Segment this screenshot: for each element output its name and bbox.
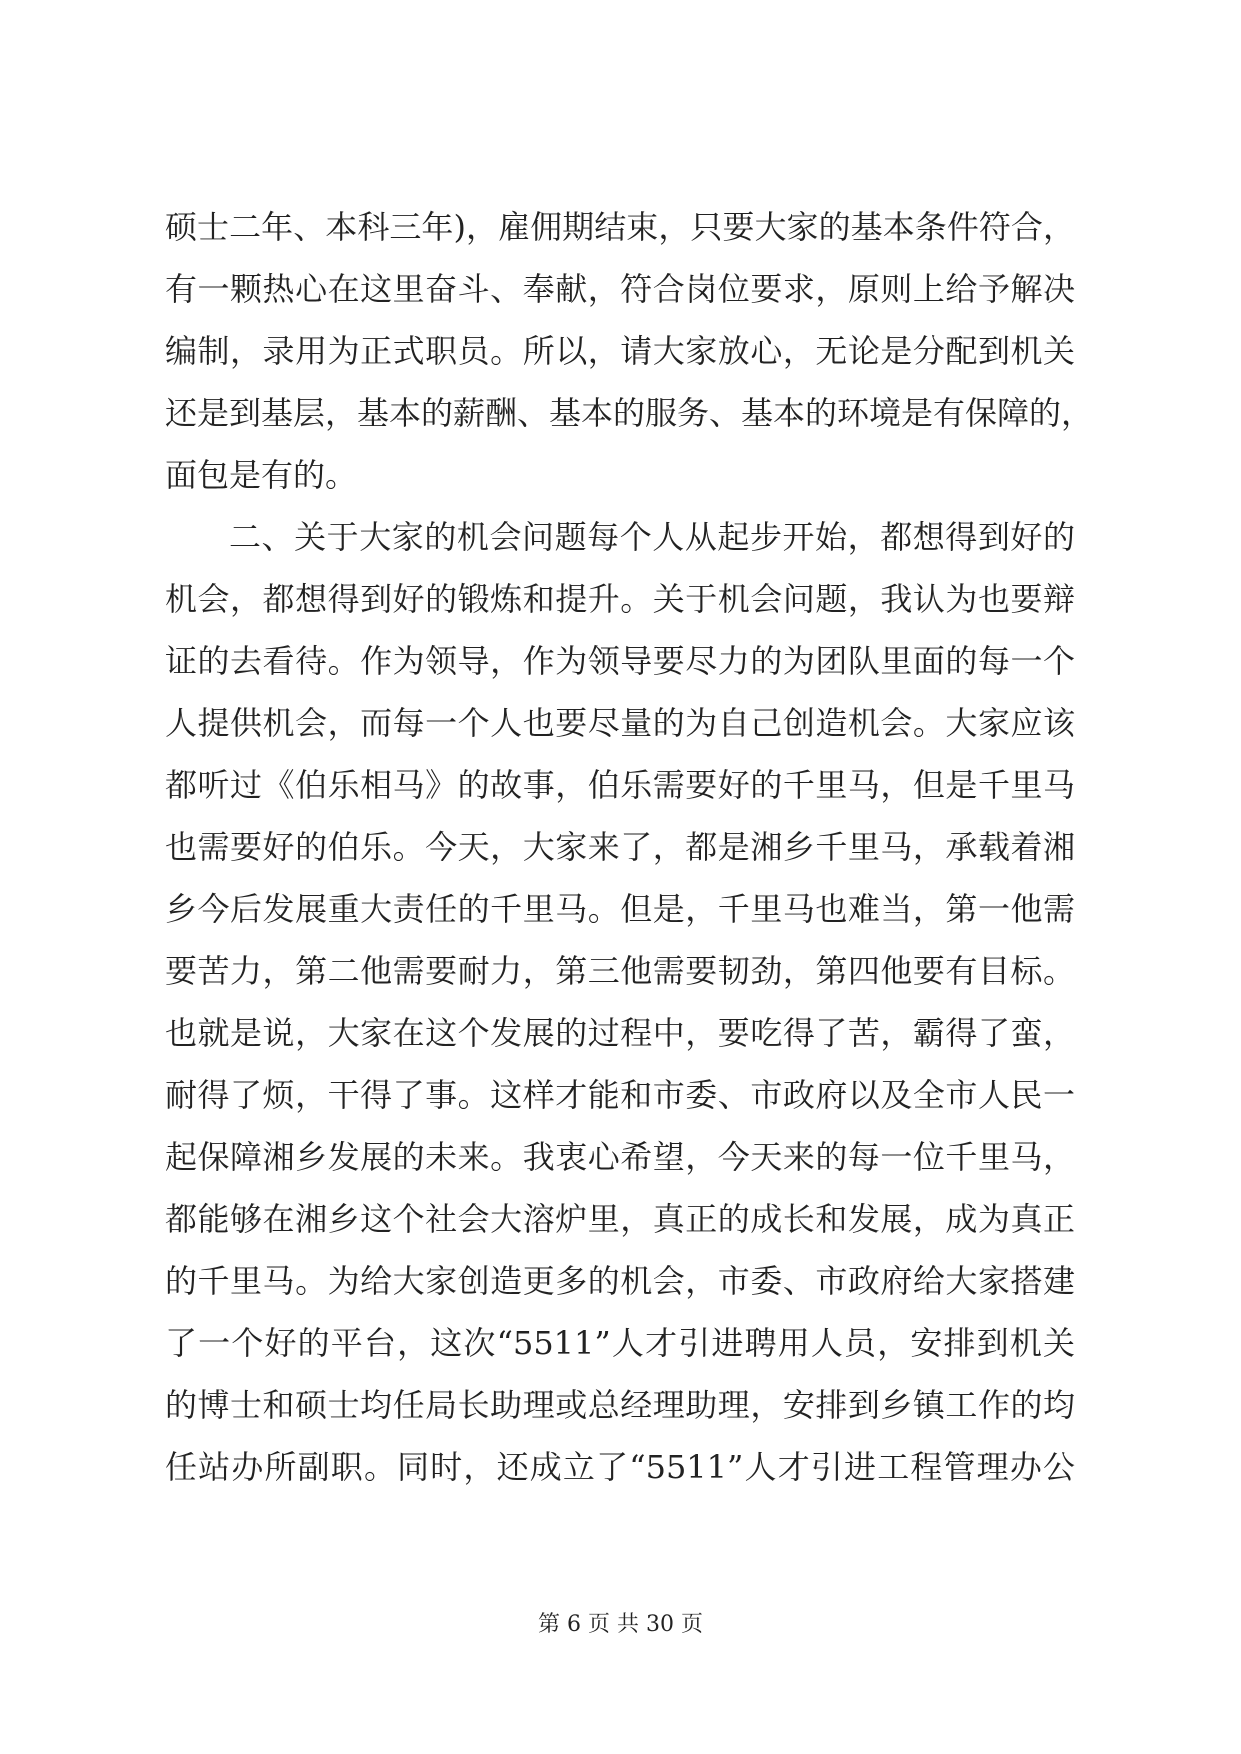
text-line: 任站办所副职。同时，还成立了“5511”人才引进工程管理办公 [165, 1448, 1075, 1486]
body-text [165, 196, 1094, 1498]
text-line: 编制，录用为正式职员。所以，请大家放心，无论是分配到机关 [165, 332, 1075, 370]
text-line: 硕士二年、本科三年)，雇佣期结束，只要大家的基本条件符合， [165, 208, 1075, 246]
text-line: 的博士和硕士均任局长助理或总经理助理，安排到乡镇工作的均 [165, 1386, 1075, 1424]
text-line: 乡今后发展重大责任的千里马。但是，千里马也难当，第一他需 [165, 890, 1075, 928]
text-line: 起保障湘乡发展的未来。我衷心希望，今天来的每一位千里马， [165, 1138, 1075, 1176]
text-line: 也需要好的伯乐。今天，大家来了，都是湘乡千里马，承载着湘 [165, 828, 1075, 866]
text-line: 都听过《伯乐相马》的故事，伯乐需要好的千里马，但是千里马 [165, 766, 1075, 804]
page-number-footer: 第 6 页 共 30 页 [538, 1612, 703, 1637]
text-line: 的千里马。为给大家创造更多的机会，市委、市政府给大家搭建 [165, 1262, 1075, 1300]
text-line: 还是到基层，基本的薪酬、基本的服务、基本的环境是有保障的， [165, 394, 1094, 432]
text-line: 证的去看待。作为领导，作为领导要尽力的为团队里面的每一个 [165, 642, 1075, 680]
text-line: 耐得了烦，干得了事。这样才能和市委、市政府以及全市人民一 [165, 1076, 1075, 1114]
text-line: 也就是说，大家在这个发展的过程中，要吃得了苦，霸得了蛮， [165, 1014, 1075, 1052]
paragraph-heading-line: 二、关于大家的机会问题每个人从起步开始，都想得到好的 [229, 518, 1075, 556]
text-line: 了一个好的平台，这次“5511”人才引进聘用人员，安排到机关 [165, 1324, 1075, 1362]
text-line: 机会，都想得到好的锻炼和提升。关于机会问题，我认为也要辩 [165, 580, 1075, 618]
text-line: 面包是有的。 [165, 456, 358, 494]
text-line: 人提供机会，而每一个人也要尽量的为自己创造机会。大家应该 [165, 704, 1075, 742]
text-line: 有一颗热心在这里奋斗、奉献，符合岗位要求，原则上给予解决 [165, 270, 1075, 308]
text-line: 要苦力，第二他需要耐力，第三他需要韧劲，第四他要有目标。 [165, 952, 1075, 990]
text-line: 都能够在湘乡这个社会大溶炉里，真正的成长和发展，成为真正 [165, 1200, 1075, 1238]
